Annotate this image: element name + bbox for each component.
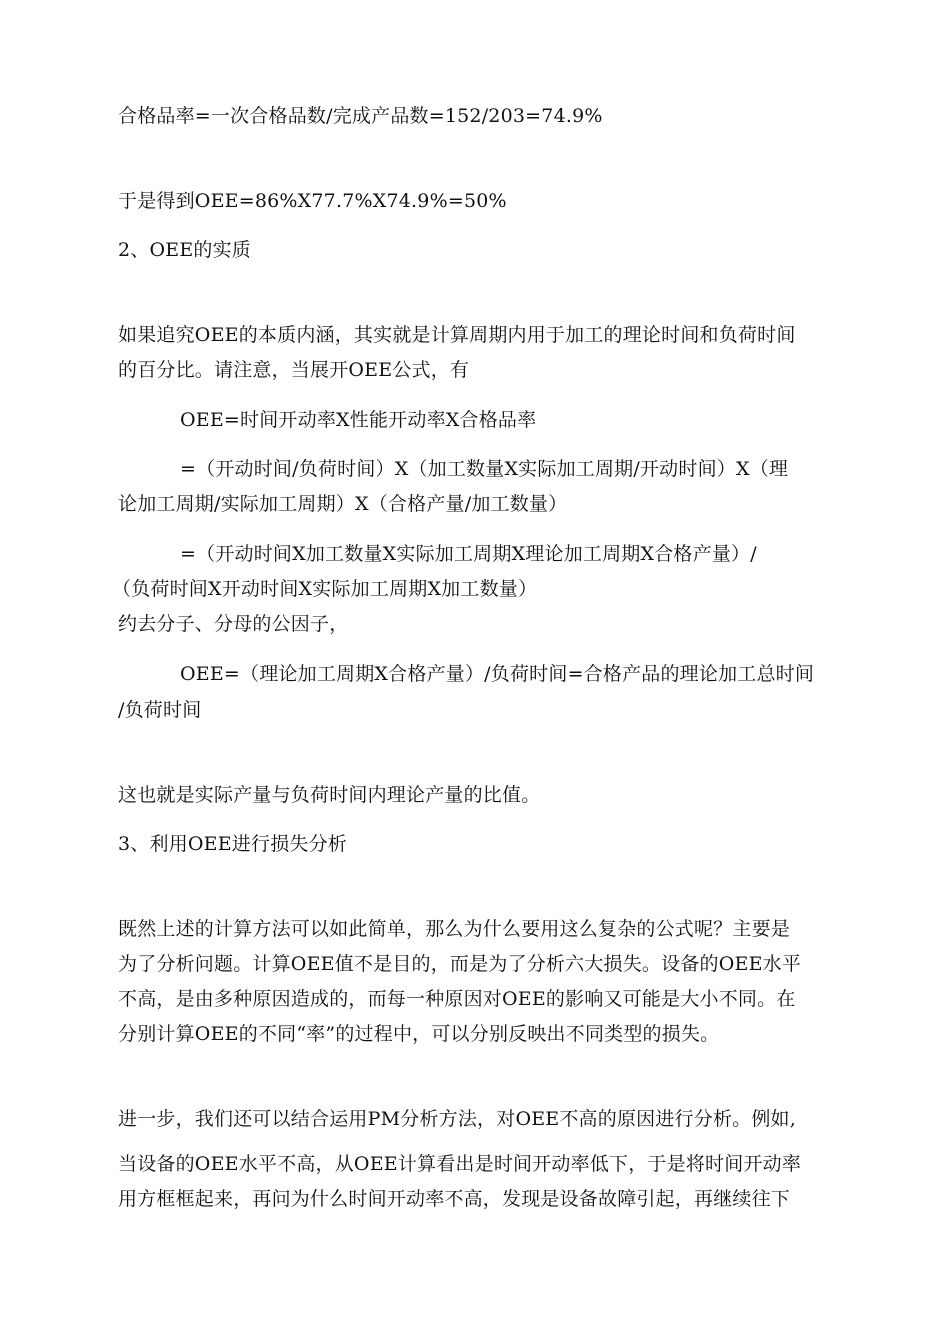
text-line: 这也就是实际产量与负荷时间内理论产量的比值。 (118, 784, 541, 806)
formula-line: （负荷时间X开动时间X实际加工周期X加工数量） (112, 578, 538, 600)
text-line: 合格品率=一次合格品数/完成产品数=152/203=74.9% (118, 105, 603, 127)
formula-line: OEE=（理论加工周期X合格产量）/负荷时间=合格产品的理论加工总时间 (180, 663, 815, 685)
formula-line: OEE=时间开动率X性能开动率X合格品率 (180, 409, 537, 431)
text-line: 既然上述的计算方法可以如此简单，那么为什么要用这么复杂的公式呢？主要是 (118, 918, 791, 940)
section-heading: 3、利用OEE进行损失分析 (118, 833, 348, 855)
text-line: 进一步，我们还可以结合运用PM分析方法，对OEE不高的原因进行分析。例如, (118, 1108, 796, 1130)
text-line: 约去分子、分母的公因子， (118, 613, 349, 635)
section-heading: 2、OEE的实质 (118, 239, 252, 261)
formula-line: =（开动时间/负荷时间）X（加工数量X实际加工周期/开动时间）X（理 (180, 458, 789, 480)
text-line: 的百分比。请注意，当展开OEE公式，有 (118, 359, 470, 381)
text-line: 不高，是由多种原因造成的，而每一种原因对OEE的影响又可能是大小不同。在 (118, 988, 796, 1010)
text-line: 用方框框起来，再问为什么时间开动率不高，发现是设备故障引起，再继续往下 (118, 1188, 791, 1210)
text-line: 如果追究OEE的本质内涵，其实就是计算周期内用于加工的理论时间和负荷时间 (118, 324, 796, 346)
formula-line: =（开动时间X加工数量X实际加工周期X理论加工周期X合格产量）/ (180, 543, 757, 565)
text-line: 当设备的OEE水平不高，从OEE计算看出是时间开动率低下，于是将时间开动率 (118, 1153, 802, 1175)
text-line: 分别计算OEE的不同“率”的过程中，可以分别反映出不同类型的损失。 (118, 1023, 720, 1045)
formula-line: /负荷时间 (118, 699, 202, 721)
text-line: 为了分析问题。计算OEE值不是目的，而是为了分析六大损失。设备的OEE水平 (118, 953, 802, 975)
formula-line: 论加工周期/实际加工周期）X（合格产量/加工数量） (118, 493, 568, 515)
text-line: 于是得到OEE=86%X77.7%X74.9%=50% (118, 190, 507, 212)
